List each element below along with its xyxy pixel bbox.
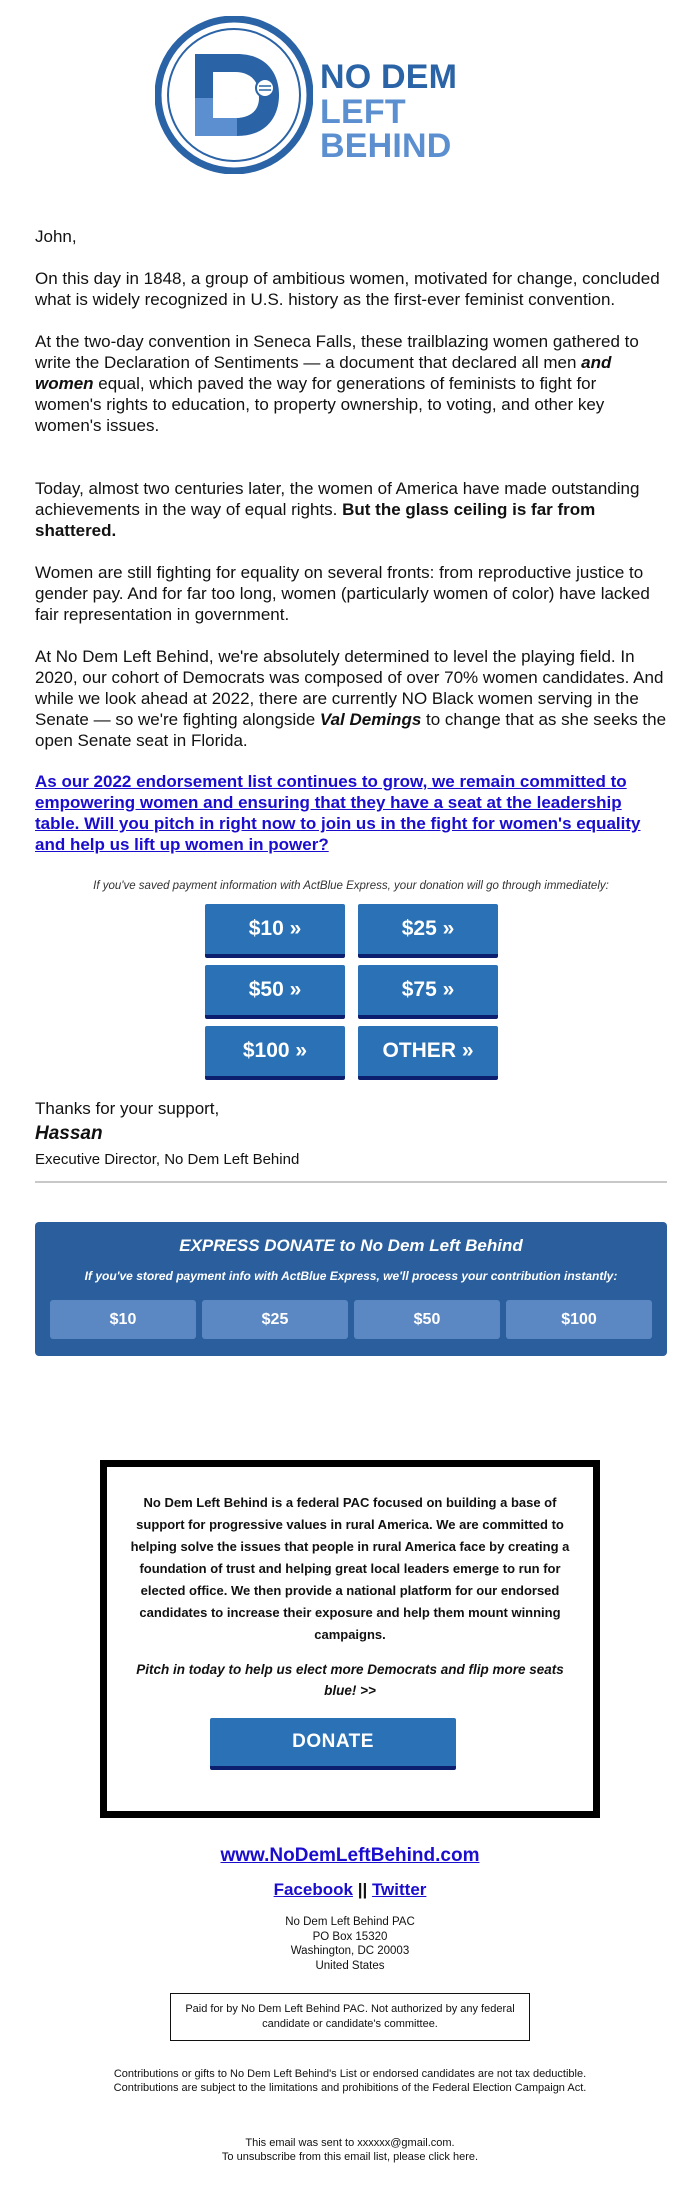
website-link-row [0,1845,700,1867]
paragraph-3-text: Today, almost two centuries later, the women of America have made outstanding achievements in the way of equal rights. [35,479,640,519]
donate-button[interactable]: DONATE [210,1718,456,1770]
donate-appeal-link[interactable]: As our 2022 endorsement list continues to grow, we remain committed to empowering women and ensuring that they have a seat at the leadership table. Will you pitch in right now to join us in the fight for women's equality and help us lift up women in power? [35,772,641,854]
express-donate-title: EXPRESS DONATE to No Dem Left Behind [179,1236,523,1255]
pac-cta-text: Pitch in today to help us elect more Democrats and flip more seats blue! >> [136,1662,564,1698]
website-link[interactable]: www.NoDemLeftBehind.com [220,1845,480,1866]
brand-name-line1: NO DEM [320,58,458,96]
pac-description: No Dem Left Behind is a federal PAC focused on building a base of support for progressive values in rural America. We are committed to helping solve the issues that people in rural America face by creating a foundation of trust and helping great local leaders emerge to run for elected office. We then provide a national platform for our endorsed candidates to increase their exposure and help them mount winning campaigns. [130,1495,570,1642]
brand-logo [155,16,545,174]
paragraph-2-text-b: equal, which paved the way for generations of feminists to fight for women's rights to education, to property ownership, to voting, and other key women's issues. [35,374,605,435]
paragraph-3 [35,478,667,541]
thanks-text: Thanks for your support, [35,1099,220,1118]
brand-wordmark [320,60,545,163]
paragraph-5-emphasis: Val Demings [319,710,422,729]
donate-10-button[interactable]: $10 » [205,904,345,958]
unsubscribe-line[interactable]: To unsubscribe from this email list, please click here. [221,2151,479,2163]
paragraph-2-text-a: At the two-day convention in Seneca Falls, these trailblazing women gathered to write the Declaration of Sentiments — a document that declared all men [35,332,639,372]
express-10-button[interactable]: $10 [50,1300,196,1339]
signer-title: Executive Director, No Dem Left Behind [35,1151,300,1168]
express-donate-subtitle: If you've stored payment info with ActBlue Express, we'll process your contribution instantly: [84,1269,618,1283]
divider [35,1181,667,1183]
paragraph-2-emphasis: and women [35,353,612,393]
express-50-button[interactable]: $50 [354,1300,500,1339]
donate-75-button[interactable]: $75 » [358,965,498,1019]
facebook-link[interactable]: Facebook [273,1880,353,1899]
express-100-button[interactable]: $100 [506,1300,652,1339]
email-sent-note [0,2136,700,2164]
address-line: Washington, DC 20003 [290,1945,410,1957]
express-donate-panel [35,1222,667,1356]
express-25-button[interactable]: $25 [202,1300,348,1339]
social-separator: || [357,1880,368,1899]
paragraph-5-text-a: At No Dem Left Behind, we're absolutely determined to level the playing field. In 2020, our cohort of Democrats was composed of over 70% women candidates. And while we look ahead at 2022, there are currently NO Black women serving in the Senate — so we're fighting alongside [35,647,664,729]
twitter-link[interactable]: Twitter [371,1880,427,1899]
paragraph-1: On this day in 1848, a group of ambitious women, motivated for change, concluded what is widely recognized in U.S. history as the first-ever feminist convention. [35,269,660,309]
tax-line-1: Contributions or gifts to No Dem Left Behind's List or endorsed candidates are not tax deductible. [113,2068,587,2080]
sent-to-line: This email was sent to xxxxxx@gmail.com. [245,2137,455,2149]
saved-payment-note: If you've saved payment information with ActBlue Express, your donation will go through immediately: [93,880,609,892]
paragraph-4: Women are still fighting for equality on several fronts: from reproductive justice to gender pay. And for far too long, women (particularly women of color) have lacked fair representation in government. [35,563,650,624]
logo-d-emblem-icon [155,16,313,174]
address-line: United States [315,1959,385,1972]
address-line: PO Box 15320 [312,1930,388,1943]
donate-other-button[interactable]: OTHER » [358,1026,498,1080]
address-line: No Dem Left Behind PAC [285,1916,415,1928]
paragraph-5-text-b: to change that as she seeks the open Senate seat in Florida. [35,710,667,750]
mailing-address [0,1915,700,1973]
paid-for-disclaimer: Paid for by No Dem Left Behind PAC. Not authorized by any federal candidate or candidate's committee. [170,1993,530,2041]
donate-25-button[interactable]: $25 » [358,904,498,958]
paragraph-3-bold: But the glass ceiling is far from shattered. [35,500,596,540]
salutation: John, [35,227,77,246]
brand-name-line2: LEFT BEHIND [320,93,452,165]
donate-50-button[interactable]: $50 » [205,965,345,1019]
tax-disclaimer [0,2067,700,2095]
signer-name: Hassan [35,1123,103,1144]
pac-info-box [100,1460,600,1818]
tax-line-2: Contributions are subject to the limitations and prohibitions of the Federal Election Campaign Act. [113,2082,587,2094]
paragraph-2 [35,331,667,436]
donate-100-button[interactable]: $100 » [205,1026,345,1080]
social-links [0,1880,700,1900]
paragraph-5 [35,646,667,751]
paragraph-6 [35,771,667,855]
